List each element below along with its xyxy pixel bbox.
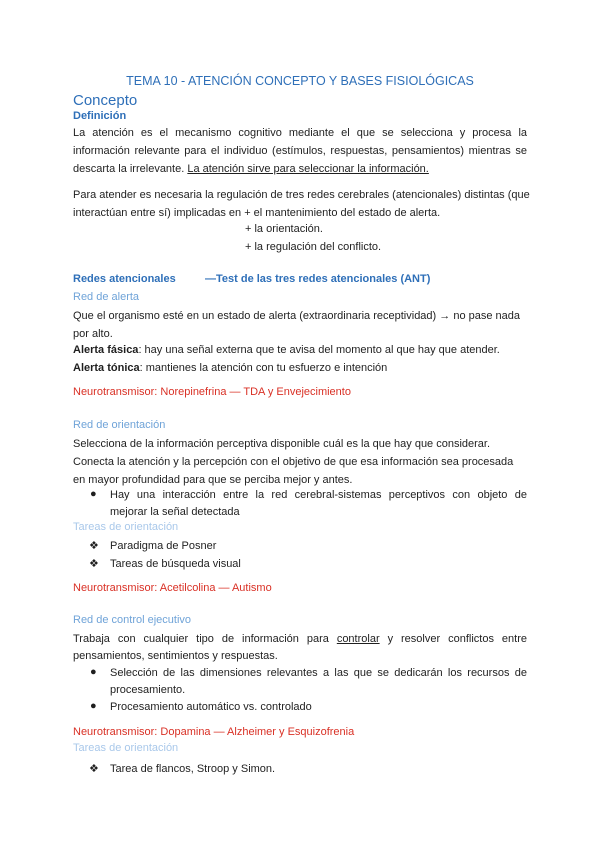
diamond-bullet-icon: ❖: [89, 540, 99, 552]
definition-line-3: [73, 160, 429, 178]
control-underlined-word: controlar: [336, 633, 380, 645]
tarea-flancos: Tarea de flancos, Stroop y Simon.: [110, 763, 276, 775]
bullet-icon: ●: [90, 700, 97, 712]
heading-tareas-orientacion: Tareas de orientación: [73, 521, 179, 533]
orientacion-bullet-line-2: mejorar la señal detectada: [110, 506, 240, 518]
control-line-2: pensamientos, sentimientos y respuestas.: [73, 650, 278, 662]
heading-red-orientacion: Red de orientación: [73, 419, 166, 431]
alerta-fasica: [73, 341, 500, 359]
alerta-line-2: por alto.: [73, 328, 113, 340]
orientacion-bullet-line-1: Hay una interacción entre la red cerebral-sistemas perceptivos con objeto de: [110, 489, 527, 501]
para2-line-4: + la regulación del conflicto.: [245, 241, 382, 253]
orientacion-line-3: en mayor profundidad para que se perciba mejor y antes.: [73, 474, 353, 486]
alerta-line-1: Que el organismo esté en un estado de alerta (extraordinaria receptividad) → no pase nada: [73, 310, 520, 322]
control-bullet1-line-1: Selección de las dimensiones relevantes a las que se dedicarán los recursos de: [110, 667, 527, 679]
control-neurotransmitter: Neurotransmisor: Dopamina — Alzheimer y Esquizofrenia: [73, 726, 355, 738]
bullet-icon: ●: [90, 666, 97, 678]
control-bullet1-line-2: procesamiento.: [110, 684, 186, 696]
control-line-1: [73, 630, 527, 648]
diamond-bullet-icon: ❖: [89, 763, 99, 775]
diamond-bullet-icon: ❖: [89, 558, 99, 570]
bullet-icon: ●: [90, 488, 97, 500]
heading-tareas-control: Tareas de orientación: [73, 742, 179, 754]
para2-line-2: interactúan entre sí) implicadas en + el mantenimiento del estado de alerta.: [73, 207, 441, 219]
orientacion-line-2: Conecta la atención y la percepción con el objetivo de que esa información sea procesada: [73, 456, 514, 468]
definition-line-1: La atención es el mecanismo cognitivo mediante el que se selecciona y procesa la: [73, 127, 527, 139]
heading-red-control: Red de control ejecutivo: [73, 614, 192, 626]
tarea-busqueda-visual: Tareas de búsqueda visual: [110, 558, 241, 570]
alerta-neurotransmitter: Neurotransmisor: Norepinefrina — TDA y Envejecimiento: [73, 386, 351, 398]
para2-line-3: + la orientación.: [245, 223, 323, 235]
control-text: Trabaja con cualquier tipo de información para: [73, 633, 337, 645]
tarea-posner: Paradigma de Posner: [110, 540, 217, 552]
subheading-definicion: Definición: [73, 110, 127, 122]
definition-text: descarta la irrelevante.: [73, 163, 188, 175]
alerta-fasica-label: Alerta fásica: [73, 344, 139, 356]
para2-line-1: Para atender es necesaria la regulación de tres redes cerebrales (atencionales) distintas (que: [73, 189, 530, 201]
orientacion-line-1: Selecciona de la información perceptiva disponible cuál es la que hay que considerar.: [73, 438, 491, 450]
alerta-fasica-text: : hay una señal externa que te avisa del momento al que hay que atender.: [138, 344, 500, 356]
alerta-tonica: [73, 359, 387, 377]
document-title: TEMA 10 - ATENCIÓN CONCEPTO Y BASES FISIOLÓGICAS: [126, 74, 474, 88]
alerta-tonica-label: Alerta tónica: [73, 362, 140, 374]
subheading-redes: Redes atencionales: [73, 273, 176, 285]
control-bullet2: Procesamiento automático vs. controlado: [110, 701, 312, 713]
subheading-ant: —Test de las tres redes atencionales (ANT): [205, 273, 431, 285]
alerta-tonica-text: : mantienes la atención con tu esfuerzo e intención: [139, 362, 388, 374]
heading-red-alerta: Red de alerta: [73, 291, 140, 303]
definition-line-2: información relevante para el individuo (estímulos, respuestas, pensamientos) mientras se: [73, 145, 527, 157]
orientacion-neurotransmitter: Neurotransmisor: Acetilcolina — Autismo: [73, 582, 272, 594]
section-heading-concepto: Concepto: [73, 92, 138, 109]
control-text: y resolver conflictos entre: [379, 633, 527, 645]
definition-underlined-sentence: La atención sirve para seleccionar la información.: [187, 163, 429, 175]
